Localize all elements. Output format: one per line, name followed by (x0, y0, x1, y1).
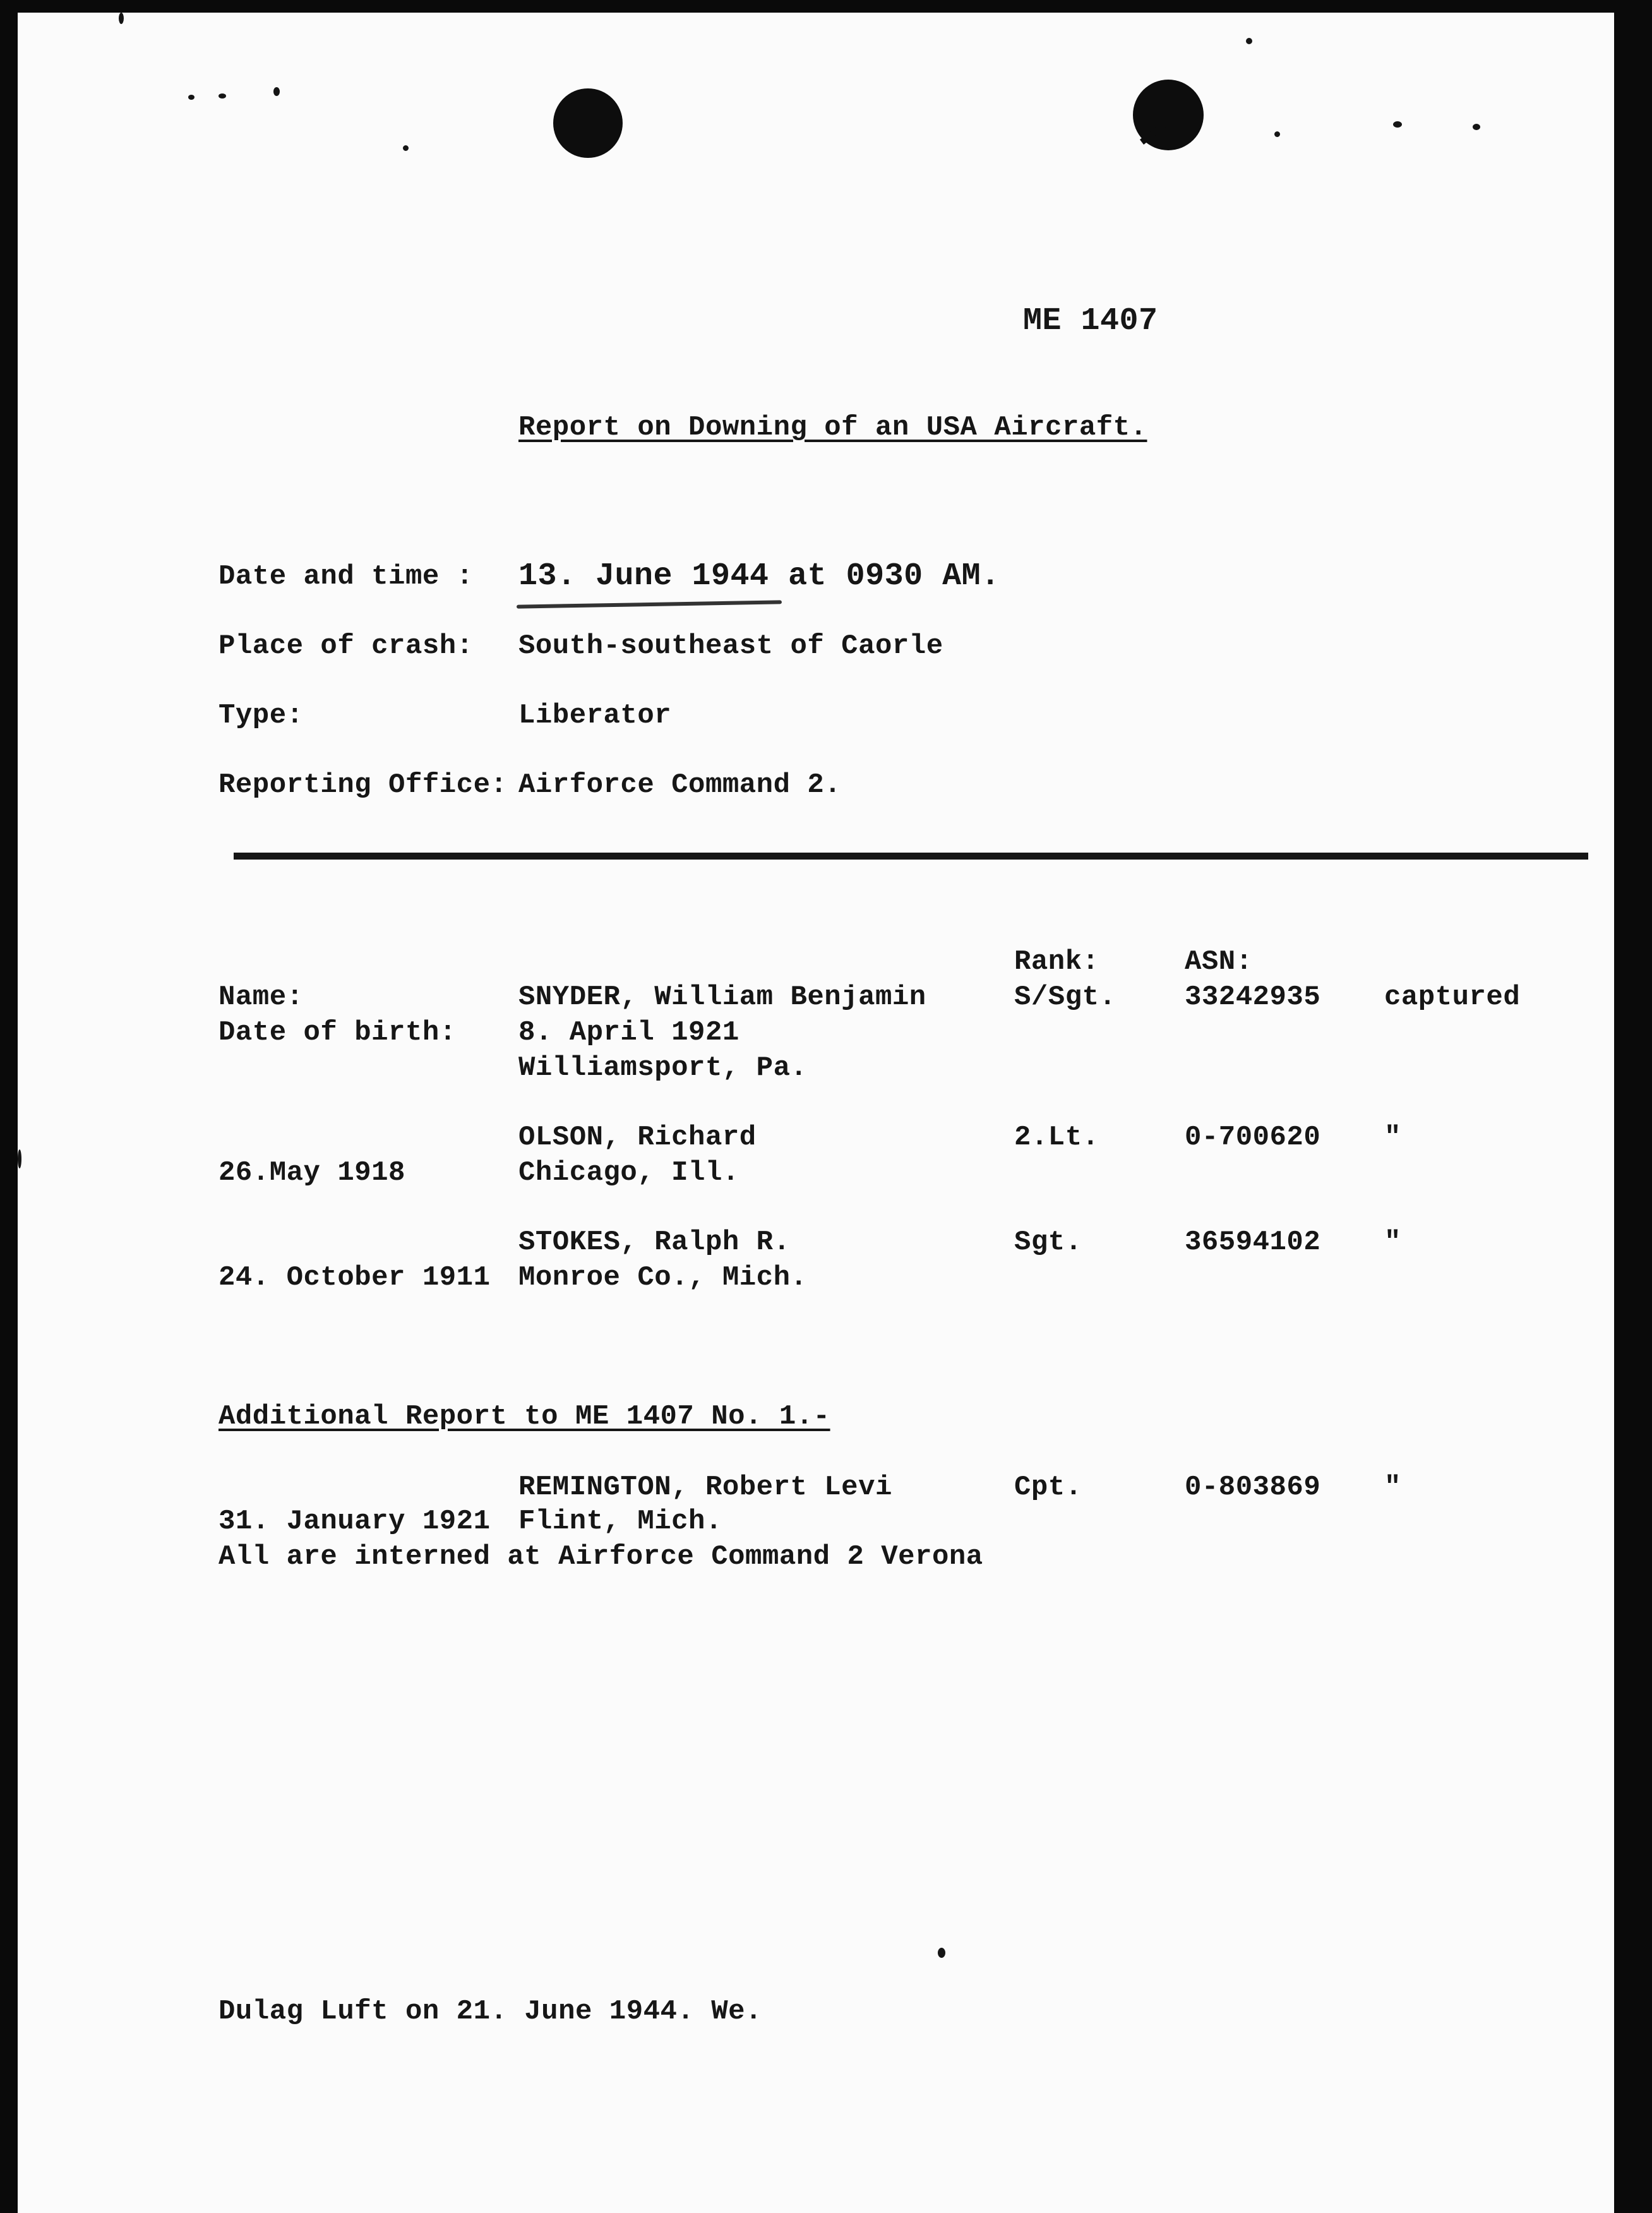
crew-asn: 33242935 (1185, 981, 1321, 1013)
crew-asn: 36594102 (1185, 1226, 1321, 1258)
crew-place: Monroe Co., Mich. (518, 1262, 808, 1293)
crew-name: STOKES, Ralph R. (518, 1226, 791, 1258)
crew-status: " (1384, 1472, 1401, 1503)
crew-status: captured (1384, 981, 1521, 1013)
scan-speck (218, 93, 226, 99)
crew-status: " (1384, 1226, 1401, 1258)
type-label: Type: (218, 700, 304, 731)
scan-speck (1246, 38, 1252, 44)
place-of-crash-label: Place of crash: (218, 630, 474, 662)
document-reference: ME 1407 (1023, 303, 1158, 339)
scan-speck (18, 1149, 21, 1168)
name-label: Name: (218, 981, 304, 1013)
scan-speck (403, 145, 409, 151)
footer-note: Dulag Luft on 21. June 1944. We. (218, 1996, 762, 2027)
scan-speck (1473, 124, 1480, 130)
scan-speck (119, 13, 124, 24)
internment-note: All are interned at Airforce Command 2 Verona (218, 1541, 983, 1573)
crew-asn: 0-803869 (1185, 1472, 1321, 1503)
crew-asn: 0-700620 (1185, 1122, 1321, 1153)
crew-date-of-birth: 8. April 1921 (518, 1017, 739, 1048)
asn-header: ASN: (1185, 946, 1253, 978)
crew-status: " (1384, 1122, 1401, 1153)
document-page (18, 13, 1614, 2213)
date-time-value: 13. June 1944 at 0930 AM. (518, 558, 1000, 594)
date-of-birth-label: Date of birth: (218, 1017, 457, 1048)
section-divider (234, 853, 1588, 860)
scan-speck (188, 95, 195, 100)
additional-report-heading: Additional Report to ME 1407 No. 1.- (218, 1401, 830, 1432)
reporting-office-label: Reporting Office: (218, 769, 508, 801)
scan-speck (273, 87, 280, 96)
crew-rank: S/Sgt. (1014, 981, 1116, 1013)
punch-hole-left (553, 88, 623, 158)
crew-date-of-birth: 24. October 1911 (218, 1262, 491, 1293)
crew-date-of-birth: 26.May 1918 (218, 1157, 405, 1189)
place-of-crash-value: South-southeast of Caorle (518, 630, 943, 662)
scan-speck (1393, 121, 1402, 128)
crew-rank: 2.Lt. (1014, 1122, 1099, 1153)
ink-smear (517, 600, 782, 608)
crew-name: SNYDER, William Benjamin (518, 981, 926, 1013)
crew-name: OLSON, Richard (518, 1122, 757, 1153)
crew-place: Flint, Mich. (518, 1506, 722, 1537)
crew-name: REMINGTON, Robert Levi (518, 1472, 892, 1503)
rank-header: Rank: (1014, 946, 1099, 978)
date-time-label: Date and time : (218, 561, 474, 592)
reporting-office-value: Airforce Command 2. (518, 769, 842, 801)
scan-speck (938, 1948, 945, 1958)
scan-speck (1274, 131, 1280, 137)
crew-rank: Sgt. (1014, 1226, 1082, 1258)
crew-place: Williamsport, Pa. (518, 1052, 808, 1084)
crew-place: Chicago, Ill. (518, 1157, 739, 1189)
document-title: Report on Downing of an USA Aircraft. (518, 412, 1147, 443)
crew-date-of-birth: 31. January 1921 (218, 1506, 491, 1537)
type-value: Liberator (518, 700, 672, 731)
crew-rank: Cpt. (1014, 1472, 1082, 1503)
